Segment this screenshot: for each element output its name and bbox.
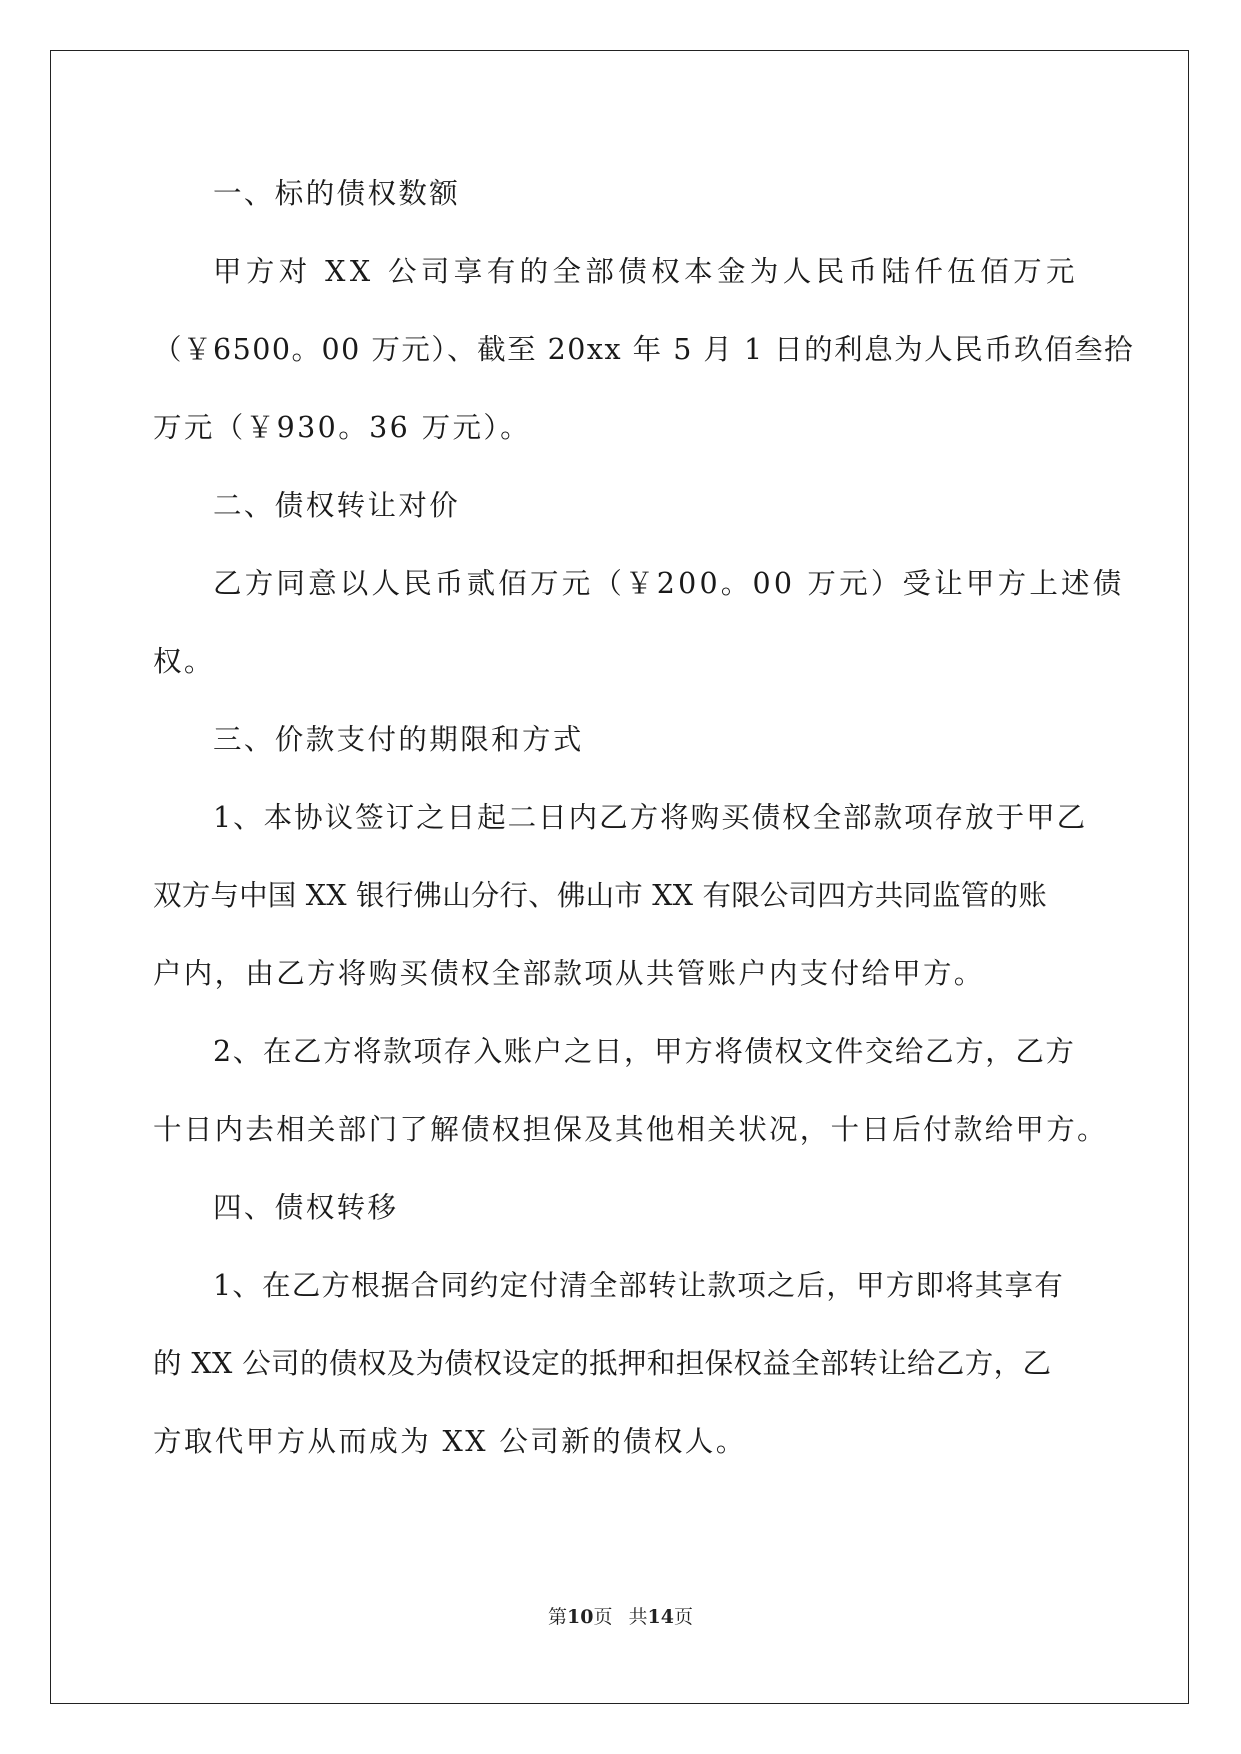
paragraph-line: 户内，由乙方将购买债权全部款项从共管账户内支付给甲方。 [153,957,985,990]
paragraph-line: 甲方对 XX 公司享有的全部债权本金为人民币陆仟伍佰万元 [213,255,1079,288]
paragraph-line: 的 XX 公司的债权及为债权设定的抵押和担保权益全部转让给乙方，乙 [153,1347,1052,1380]
paragraph-line: 1、在乙方根据合同约定付清全部转让款项之后，甲方即将其享有 [213,1269,1064,1302]
footer-prefix: 第 [548,1606,568,1628]
paragraph-line: 十日内去相关部门了解债权担保及其他相关状况，十日后付款给甲方。 [153,1113,1108,1146]
section-heading-1: 一、标的债权数额 [213,177,461,210]
current-page-number: 10 [567,1606,594,1628]
section-heading-4: 四、债权转移 [213,1191,399,1224]
footer-total-prefix: 共 [628,1606,648,1628]
footer-suffix: 页 [673,1606,693,1628]
paragraph-line: （￥6500。00 万元）、截至 20xx 年 5 月 1 日的利息为人民币玖佰叁拾 [153,333,1135,366]
paragraph-line: 2、在乙方将款项存入账户之日，甲方将债权文件交给乙方，乙方 [213,1035,1076,1068]
paragraph-line: 乙方同意以人民币贰佰万元（￥200。00 万元）受让甲方上述债 [213,567,1125,600]
section-heading-2: 二、债权转让对价 [213,489,461,522]
total-page-number: 14 [647,1606,674,1628]
document-body [153,155,1135,1481]
paragraph-line: 权。 [153,645,215,678]
paragraph-line: 万元（￥930。36 万元）。 [153,411,531,444]
page-footer [0,1602,1241,1629]
footer-page-label: 页 [593,1606,613,1628]
paragraph-line: 方取代甲方从而成为 XX 公司新的债权人。 [153,1425,747,1458]
paragraph-line: 双方与中国 XX 银行佛山分行、佛山市 XX 有限公司四方共同监管的账 [153,879,1047,912]
section-heading-3: 三、价款支付的期限和方式 [213,723,584,756]
paragraph-line: 1、本协议签订之日起二日内乙方将购买债权全部款项存放于甲乙 [213,801,1088,834]
